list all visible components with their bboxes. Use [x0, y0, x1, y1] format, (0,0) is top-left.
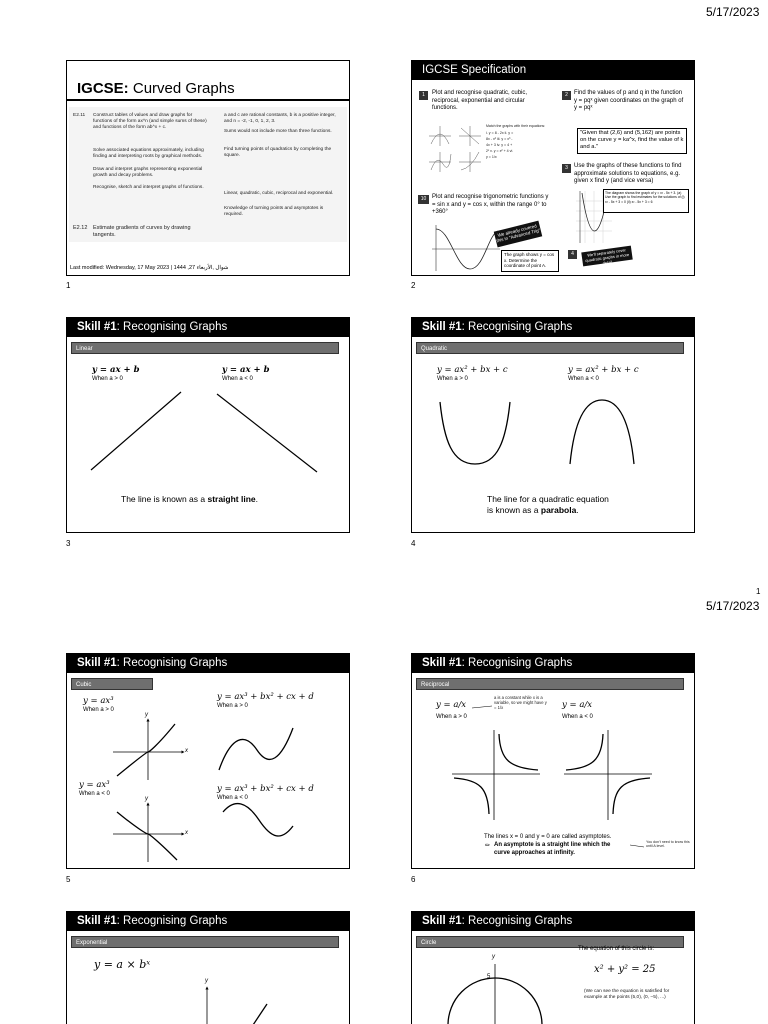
quote-box: "Given that (2,6) and (5,162) are points on the curve y = ka^x, find the value of k and a." [577, 128, 687, 154]
linear-equation-negative: y = ax + b [222, 365, 270, 375]
exponential-graph [67, 912, 350, 1024]
slide-3[interactable] [66, 317, 350, 533]
slide-number-4: 4 [411, 539, 416, 548]
slide-1[interactable] [66, 60, 350, 276]
slide-1-footer: Last modified: Wednesday, 17 May 2023 | 1444 ,27 شوال ,الأربعاء [70, 265, 229, 271]
badge-1: 1 [419, 91, 428, 100]
section-label-circle: Circle [416, 936, 684, 948]
slide-7[interactable] [66, 911, 350, 1024]
hyperbola-positive-q1 [499, 734, 538, 770]
spec-code-2: E2.12 [73, 225, 88, 231]
hyperbola-negative-q2 [566, 734, 603, 770]
cubic-equation-1: y = ax³ [83, 696, 114, 706]
item-2: Find the values of p and q in the function y = pqˣ given coordinates on the graph of y = pqˣ [574, 90, 684, 111]
section-label-cubic: Cubic [71, 678, 153, 690]
match-list: i. y = 8 - 2x ii. y = 8x - x² iii. y = x³ - 4x + 3 iv. y = 4 + 2ˣ v. y = x² + 4 vi. y = 1/x [486, 131, 514, 159]
spec-right-5: Knowledge of turning points and asymptotes is required. [224, 206, 324, 217]
slide-number-1: 1 [66, 281, 71, 290]
slide-6-title: Skill #1: Recognising Graphs [412, 654, 694, 673]
linear-condition-positive: When a > 0 [92, 376, 123, 382]
reciprocal-equation-positive: y = a/x [436, 700, 467, 710]
cubic-curve-positive [117, 724, 175, 776]
cos-graph-thumbnail [430, 223, 500, 273]
spec-code-1: E2.11 [73, 113, 86, 118]
cubic-graphs [67, 654, 350, 869]
slide-number-6: 6 [411, 875, 416, 884]
page-number-top: 1 [756, 587, 761, 596]
general-cubic-positive [219, 728, 293, 770]
exponential-equation: y = a × bˣ [94, 958, 151, 971]
hyperbola-positive-q3 [454, 778, 489, 814]
item-1: Plot and recognise quadratic, cubic, reciprocal, exponential and circular functions. [432, 90, 528, 111]
downward-parabola [570, 400, 634, 464]
covered-badge: We already covered this in "Advanced Trig" [494, 221, 543, 248]
a-level-note: You don't need to know this until A level. [646, 840, 690, 849]
linear-condition-negative: When a < 0 [222, 376, 253, 382]
section-label-exponential: Exponential [71, 936, 339, 948]
asymptote-caption-1: The lines x = 0 and y = 0 are called asymptotes. [484, 834, 612, 840]
date-top: 5/17/2023 [706, 5, 760, 19]
linear-equation-positive: y = ax + b [92, 365, 140, 375]
spec-text-3: Draw and interpret graphs representing exponential growth and decay problems. [93, 167, 203, 178]
circle-equation: x² + y² = 25 [594, 964, 656, 975]
date-middle: 5/17/2023 [706, 599, 760, 613]
cubic-equation-2: y = ax³ + bx² + cx + d [217, 692, 314, 702]
slide-5-title: Skill #1: Recognising Graphs [67, 654, 349, 673]
constant-note: a is a constant while x is a variable, so we might have y = 1/x [494, 695, 547, 711]
spec-text-5: Estimate gradients of curves by drawing tangents. [93, 225, 191, 238]
quadratic-equation-positive: y = ax² + bx + c [437, 365, 508, 375]
badge-2: 2 [562, 91, 571, 100]
slide-2[interactable] [411, 60, 695, 276]
badge-4: 4 [568, 250, 577, 259]
decreasing-line [217, 394, 317, 472]
slide-7-title: Skill #1: Recognising Graphs [67, 912, 349, 931]
axis-x-label-1: x [185, 748, 188, 754]
cubic-equation-3: y = ax³ [79, 780, 110, 790]
quadratic-condition-positive: When a > 0 [437, 376, 468, 382]
asymptote-caption-2: An asymptote is a straight line which the curve approaches at infinity. [494, 842, 611, 856]
section-label-linear: Linear [71, 342, 339, 354]
spec-text-4: Recognise, sketch and interpret graphs of functions. [93, 185, 204, 190]
badge-10: 10 [418, 195, 429, 204]
spec-right-1: a and c are rational constants, b is a positive integer, and n = -2, -1, 0, 1, 2, 3. [224, 113, 336, 124]
slide-4[interactable] [411, 317, 695, 533]
cubic-equation-4: y = ax³ + bx² + cx + d [217, 784, 314, 794]
circle-note: (We can see the equation is satisfied for example at the points (5,0), (0, −5), ...) [584, 989, 670, 1000]
reciprocal-condition-negative: When a < 0 [562, 714, 593, 720]
circle-axis-y: y [492, 954, 495, 960]
spec-right-2: Sums would not include more than three functions. [224, 129, 332, 134]
quadratic-equation-negative: y = ax² + bx + c [568, 365, 639, 375]
axis-y-label-2: y [145, 796, 148, 802]
pencil-icon: ✏ [485, 843, 491, 849]
increasing-line [91, 392, 181, 470]
match-graphs-thumbnail [427, 124, 487, 182]
circle-graph [412, 912, 695, 1024]
exponential-axis-y: y [205, 978, 208, 984]
hyperbola-negative-q4 [613, 778, 650, 814]
title-underline [67, 99, 349, 101]
exponential-curve [253, 1004, 267, 1024]
spec-text-2: Solve associated equations approximately, including finding and interpreting roots by graphical methods. [93, 148, 204, 159]
cubic-condition-4: When a < 0 [217, 795, 248, 801]
slide-6[interactable] [411, 653, 695, 869]
slide-8-title: Skill #1: Recognising Graphs [412, 912, 694, 931]
cubic-condition-3: When a < 0 [79, 791, 110, 797]
reciprocal-equation-negative: y = a/x [562, 700, 593, 710]
match-heading: Match the graphs with their equations: [486, 124, 546, 128]
slide-5[interactable] [66, 653, 350, 869]
section-label-reciprocal: Reciprocal [416, 678, 684, 690]
spec-right-3: Find turning points of quadratics by completing the square. [224, 147, 332, 158]
general-cubic-negative [223, 804, 293, 836]
slide-number-5: 5 [66, 875, 71, 884]
slide-3-title: Skill #1: Recognising Graphs [67, 318, 349, 337]
quadratic-caption: The line for a quadratic equation is known as a parabola. [487, 494, 609, 515]
slide-1-title: IGCSE: Curved Graphs [77, 80, 235, 97]
spec-right-4: Linear, quadratic, cubic, reciprocal and exponential. [224, 191, 334, 196]
trig-question-box: The graph shows y = cos x. Determine the coordinate of point A. [501, 250, 559, 272]
item-3: Use the graphs of these functions to find approximate solutions to equations, e.g. given x find y (and vice versa) [574, 163, 682, 184]
spec-text-1: Construct tables of values and draw graphs for functions of the form ax^n (and simple sums of these) and functions of the form ab^x + c. [93, 113, 207, 130]
axis-x-label-2: x [185, 830, 188, 836]
slide-number-2: 2 [411, 281, 416, 290]
slide-number-3: 3 [66, 539, 71, 548]
circle-tick-5: 5 [487, 974, 491, 980]
slide-2-title: IGCSE Specification [412, 61, 694, 80]
upward-parabola [440, 402, 510, 464]
slide-8[interactable] [411, 911, 695, 1024]
badge-3: 3 [562, 164, 571, 173]
linear-caption: The line is known as a straight line. [121, 494, 259, 504]
axis-y-label-1: y [145, 712, 148, 718]
reciprocal-condition-positive: When a > 0 [436, 714, 467, 720]
mini-question-box: The diagram shows the graph of y = x² - 5x + 3. (a) Use the graph to find estimates for the solutions of (i) x² - 5x + 3 = 0 (ii) x² - 5x + 3 = 6 [603, 189, 689, 213]
cubic-condition-1: When a > 0 [83, 707, 114, 713]
quadratic-condition-negative: When a < 0 [568, 376, 599, 382]
section-label-quadratic: Quadratic [416, 342, 684, 354]
quadratic-note-badge: We'll separately cover quadratic graphs in more detail. [581, 246, 632, 267]
cubic-curve-negative [117, 812, 177, 860]
slide-4-title: Skill #1: Recognising Graphs [412, 318, 694, 337]
item-10: Plot and recognise trigonometric functions y = sin x and y = cos x, within the range 0° to +360° [432, 194, 549, 215]
cubic-condition-2: When a > 0 [217, 703, 248, 709]
circle-heading: The equation of this circle is: [578, 946, 655, 952]
